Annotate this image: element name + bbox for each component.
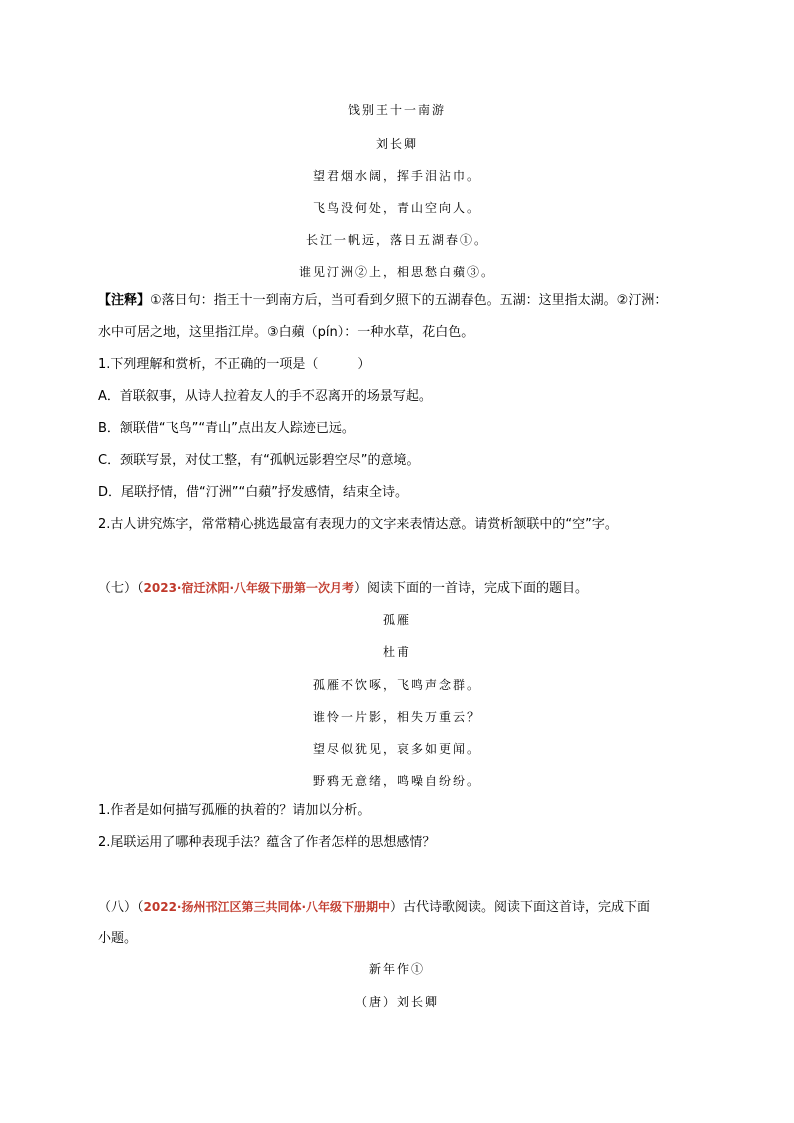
option-a: A．首联叙事，从诗人拉着友人的手不忍离开的场景写起。	[98, 389, 432, 404]
poem3-title: 新年作①	[368, 962, 425, 976]
section7-suffix: ）阅读下面的一首诗，完成下面的题目。	[354, 581, 589, 596]
section7-heading	[98, 578, 588, 599]
section8-source: 2022·扬州邗江区第三共同体·八年级下册期中	[143, 900, 391, 914]
option-c: C．颈联写景，对仗工整，有“孤帆远影碧空尽”的意境。	[98, 453, 420, 468]
question-2: 2.古人讲究炼字，常常精心挑选最富有表现力的文字来表情达意。请赏析颔联中的“空”字。	[98, 517, 618, 532]
poem3-author: （唐）刘长卿	[354, 995, 439, 1009]
section8-heading	[98, 897, 650, 918]
poem2-line: 孤雁不饮啄，飞鸣声念群。	[312, 678, 481, 692]
poem1-author: 刘长卿	[375, 137, 418, 151]
poem2-author: 杜甫	[382, 645, 411, 659]
poem2-title: 孤雁	[382, 613, 411, 627]
poem1-line: 飞鸟没何处，青山空向人。	[312, 201, 481, 215]
section7-question-1: 1.作者是如何描写孤雁的执着的？请加以分析。	[98, 803, 371, 818]
poem2-line: 谁怜一片影，相失万重云？	[312, 710, 481, 724]
poem1-line: 谁见汀洲②上，相思愁白蘋③。	[298, 265, 495, 279]
section8-suffix: ）古代诗歌阅读。阅读下面这首诗，完成下面	[390, 900, 651, 915]
option-b: B．颔联借“飞鸟”“青山”点出友人踪迹已远。	[98, 421, 355, 436]
section7-question-2: 2.尾联运用了哪种表现手法？蕴含了作者怎样的思想感情？	[98, 835, 436, 850]
section8-heading-cont: 小题。	[98, 931, 138, 946]
poem2-line: 野鸦无意绪，鸣噪自纷纷。	[312, 774, 481, 788]
notes-line-1	[98, 291, 667, 311]
option-d: D．尾联抒情，借“汀洲”“白蘋”抒发感情，结束全诗。	[98, 485, 408, 500]
section7-source: 2023·宿迁沭阳·八年级下册第一次月考	[143, 581, 355, 595]
poem1-line: 长江一帆远，落日五湖春①。	[305, 233, 488, 247]
section8-prefix: （八）（	[98, 900, 144, 915]
section7-prefix: （七）（	[98, 581, 144, 596]
notes-text-1: ①落日句：指王十一到南方后，当可看到夕照下的五湖春色。五湖：这里指太湖。②汀洲：	[150, 293, 668, 308]
poem2-line: 望尽似犹见，哀多如更闻。	[312, 742, 481, 756]
poem1-title: 饯别王十一南游	[347, 103, 446, 117]
notes-label: 【注释】	[98, 293, 151, 308]
notes-line-2: 水中可居之地，这里指江岸。③白蘋（pín）：一种水草，花白色。	[98, 325, 475, 340]
poem1-line: 望君烟水阔，挥手泪沾巾。	[312, 169, 481, 183]
question-1-stem: 1.下列理解和赏析，不正确的一项是（ ）	[98, 357, 371, 372]
